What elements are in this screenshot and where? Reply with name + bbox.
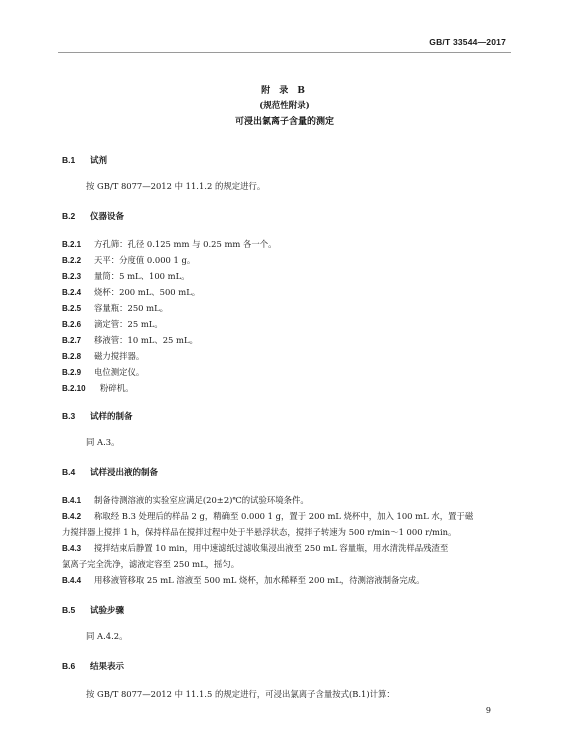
item-text: 粉碎机。: [100, 383, 134, 393]
item-number: B.4.1: [62, 496, 82, 505]
item-text: 滴定管：25 mL。: [94, 319, 163, 329]
item-number: B.4.3: [62, 544, 82, 553]
section-b3-heading: [62, 410, 133, 422]
item-text: 容量瓶：250 mL。: [94, 303, 169, 313]
section-b4-heading: [62, 466, 158, 478]
section-title: 试剂: [90, 155, 108, 165]
item-number: B.4.2: [62, 512, 82, 521]
appendix-name: 可浸出氯离子含量的测定: [234, 117, 334, 127]
list-item: [62, 254, 195, 266]
item-number: B.2.6: [62, 320, 82, 329]
item-text: 量筒：5 mL、100 mL。: [94, 271, 190, 281]
section-number: B.6: [62, 661, 76, 671]
header-rule: [58, 52, 511, 53]
section-b6-heading: [62, 660, 124, 672]
item-number: B.4.4: [62, 576, 82, 585]
item-text: 称取经 B.3 处理后的样品 2 g，精确至 0.000 1 g，置于 200 mL 烧杯中，加入 100 mL 水，置于磁: [94, 511, 474, 521]
item-text: 制备待测溶液的实验室应满足(20±2)℃的试验环境条件。: [94, 495, 309, 505]
item-continuation: 氯离子完全洗净，滤液定容至 250 mL，摇匀。: [62, 559, 240, 569]
item-number: B.2.8: [62, 352, 82, 361]
item-continuation: 力搅拌器上搅拌 1 h，保持样品在搅拌过程中处于半悬浮状态，搅拌子转速为 500 r/min～1 000 r/min。: [62, 527, 457, 537]
section-title: 仪器设备: [90, 211, 125, 221]
section-title: 试验步骤: [90, 605, 125, 615]
list-item: [62, 302, 168, 314]
list-item: [62, 286, 200, 298]
section-b5-text: 同 A.4.2。: [86, 631, 128, 641]
page-number: 9: [485, 706, 491, 715]
item-number: B.2.10: [62, 384, 86, 393]
item-number: B.2.3: [62, 272, 82, 281]
standard-code: GB/T 33544—2017: [429, 37, 506, 47]
appendix-title: 附 录 B: [261, 86, 308, 96]
section-b2-heading: [62, 210, 124, 222]
item-text: 磁力搅拌器。: [94, 351, 145, 361]
item-number: B.2.1: [62, 240, 82, 249]
item-text: 方孔筛：孔径 0.125 mm 与 0.25 mm 各一个。: [94, 239, 277, 249]
appendix-type: (规范性附录): [259, 101, 310, 111]
section-title: 结果表示: [90, 661, 125, 671]
list-item: [62, 238, 277, 250]
section-title: 试样浸出液的制备: [90, 467, 159, 477]
section-b6-text: 按 GB/T 8077—2012 中 11.1.5 的规定进行，可浸出氯离子含量按式(B.1)计算：: [86, 689, 395, 699]
list-item: [62, 510, 473, 522]
section-b1-text: 按 GB/T 8077—2012 中 11.1.2 的规定进行。: [86, 181, 266, 191]
section-number: B.3: [62, 411, 76, 421]
section-number: B.5: [62, 605, 76, 615]
list-item: [62, 382, 134, 394]
list-item: [62, 350, 144, 362]
item-text: 搅拌结束后静置 10 min，用中速滤纸过滤收集浸出液至 250 mL 容量瓶，用水清洗样品残渣至: [94, 543, 449, 553]
list-item: [62, 334, 198, 346]
item-text: 移液管：10 mL、25 mL。: [94, 335, 198, 345]
section-b1-heading: [62, 154, 107, 166]
item-number: B.2.4: [62, 288, 82, 297]
section-number: B.1: [62, 155, 76, 165]
list-item: [62, 542, 448, 554]
item-text: 电位测定仪。: [94, 367, 145, 377]
section-b5-heading: [62, 604, 124, 616]
item-text: 烧杯：200 mL、500 mL。: [94, 287, 201, 297]
item-text: 用移液管移取 25 mL 溶液至 500 mL 烧杯，加水稀释至 200 mL，待测溶液制备完成。: [94, 575, 425, 585]
item-text: 天平：分度值 0.000 1 g。: [94, 255, 196, 265]
item-number: B.2.7: [62, 336, 82, 345]
item-number: B.2.9: [62, 368, 82, 377]
list-item: [62, 366, 144, 378]
item-number: B.2.5: [62, 304, 82, 313]
section-number: B.4: [62, 467, 76, 477]
section-number: B.2: [62, 211, 76, 221]
list-item: [62, 318, 163, 330]
list-item: [62, 574, 425, 586]
list-item: [62, 494, 309, 506]
item-number: B.2.2: [62, 256, 82, 265]
section-title: 试样的制备: [90, 411, 133, 421]
section-b3-text: 同 A.3。: [86, 437, 120, 447]
list-item: [62, 270, 190, 282]
